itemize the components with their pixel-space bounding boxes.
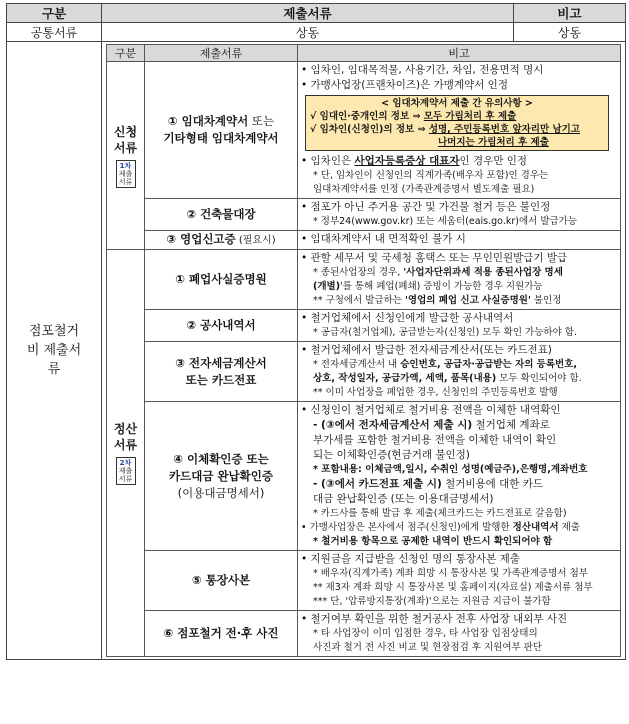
apply-category: 신청 서류 1차 제출 서류: [107, 62, 145, 250]
note-building-register: • 점포가 아닌 주거용 공간 및 가건물 철거 등은 불인정 * 정부24(www.gov.kr) 또는 세움터(eais.go.kr)에서 발급가능: [298, 199, 621, 231]
inner-header-documents: 제출서류: [145, 45, 298, 62]
doc-tax-invoice: ③ 전자세금계산서 또는 카드전표: [145, 342, 298, 402]
demolition-section-label: 점포철거비 제출서류: [7, 42, 102, 660]
lease-caution-box: < 임대차계약서 제출 간 유의사항 > √ 임대인·중개인의 정보 ⇒ 모두 가림처리 후 제출 √ 임차인(신청인)의 정보 ⇒ 성명, 주민등록번호 앞자리만 남기고 나머지는 가림처리 후 제출: [305, 95, 609, 151]
note-closure-certificate: • 관할 세무서 및 국세청 홈택스 또는 무인민원발급기 발급 * 종된사업장의 경우, '사업자단위과세 적용 종된사업장 명세 (개별)'를 통해 폐업(폐쇄) 증빙이 가능한 경우 지원가능 ** 구청에서 발급하는 '영업의 폐업 신고 사실증명원' 불인정: [298, 250, 621, 310]
apply-row-business-report: [107, 231, 621, 250]
inner-table-wrap: [102, 42, 626, 660]
common-docs-row: [7, 23, 626, 42]
doc-closure-certificate: ① 폐업사실증명원: [145, 250, 298, 310]
doc-transfer-certificate: ④ 이체확인증 또는 카드대금 완납확인증 (이용대금명세서): [145, 402, 298, 551]
first-submission-badge: 1차 제출 서류: [116, 160, 136, 188]
header-remarks: 비고: [514, 4, 626, 23]
second-submission-badge: 2차 제출 서류: [116, 457, 136, 485]
doc-before-after-photos: ⑥ 점포철거 전·후 사진: [145, 611, 298, 657]
note-lease-contract: • 임차인, 임대목적물, 사용기간, 차임, 전용면적 명시 • 가맹사업장(프랜차이즈)은 가맹계약서 인정 < 임대차계약서 제출 간 유의사항 > √ 임대인·중개인의 정보 ⇒ 모두 가림처리 후 제출 √ 임차인(신청인)의 정보 ⇒ 성명, 주민등록번호 앞자리만 남기고 나머지는 가림처리 후 제출 • 임차인은 사업자등록증상 대표자인 경우만 인정 * 단, 임차인이 신청인의 직계가족(배우자 포함)인 경우는 임대차계약서를 인정 (가족관계증명서 별도제출 필요): [298, 62, 621, 199]
settle-row-tax-invoice: [107, 342, 621, 402]
settle-row-bankbook: [107, 551, 621, 611]
settle-row-transfer-cert: [107, 402, 621, 551]
doc-business-report: ③ 영업신고증 (필요시): [145, 231, 298, 250]
note-business-report: • 임대차계약서 내 면적확인 불가 시: [298, 231, 621, 250]
common-docs-label: 공통서류: [7, 23, 102, 42]
inner-header-category: 구분: [107, 45, 145, 62]
note-bankbook-copy: • 지원금을 지급받을 신청인 명의 통장사본 제출 * 배우자(직계가족) 계좌 희망 시 통장사본 및 가족관계증명서 첨부 ** 제3자 계좌 희망 시 통장사본 및 홈페이지(자료실) 제출서류 첨부 *** 단, '압류방지통장(계좌)'으로는 지원금 지급이 불가함: [298, 551, 621, 611]
doc-building-register: ② 건축물대장: [145, 199, 298, 231]
outer-header-row: [7, 4, 626, 23]
doc-bankbook-copy: ⑤ 통장사본: [145, 551, 298, 611]
doc-work-statement: ② 공사내역서: [145, 310, 298, 342]
note-transfer-certificate: • 신청인이 철거업체로 철거비용 전액을 이체한 내역확인 - (③에서 전자세금계산서 제출 시) 철거업체 계좌로 부가세를 포함한 철거비용 전액을 이체한 내역이 확인 되는 이체확인증(현금거래 불인정) * 포함내용: 이체금액,일시, 수취인 성명(예금주),은행명,계좌번호 - (③에서 카드전표 제출 시) 철거비용에 대한 카드 대금 완납확인증 (또는 이용대금명세서) * 카드사를 통해 발급 후 제출(체크카드는 카드전표로 갈음함) • 가맹사업장은 본사에서 점주(신청인)에게 발행한 정산내역서 제출 * 철거비용 항목으로 공제한 내역이 반드시 확인되어야 함: [298, 402, 621, 551]
document-page: [6, 3, 625, 721]
note-work-statement: • 철거업체에서 신청인에게 발급한 공사내역서 * 공급자(철거업체), 공급받는자(신청인) 모두 확인 가능하야 함.: [298, 310, 621, 342]
inner-header-remarks: 비고: [298, 45, 621, 62]
inner-table: [106, 44, 621, 657]
header-documents: 제출서류: [102, 4, 514, 23]
outer-table: [6, 3, 626, 660]
settle-row-photos: [107, 611, 621, 657]
settle-category: 정산 서류 2차 제출 서류: [107, 250, 145, 657]
common-docs-value: 상동: [102, 23, 514, 42]
common-docs-note: 상동: [514, 23, 626, 42]
apply-row-lease: [107, 62, 621, 199]
note-tax-invoice: • 철거업체에서 발급한 전자세금계산서(또는 카드전표) * 전자세금계산서 내 승인번호, 공급자·공급받는 자의 등록번호, 상호, 작성일자, 공급가액, 세액, 품목(내용) 모두 확인되어야 함. ** 이미 사업장을 폐업한 경우, 신청인의 주민등록번호 발행: [298, 342, 621, 402]
settle-row-work-statement: [107, 310, 621, 342]
header-category: 구분: [7, 4, 102, 23]
doc-lease-contract: ① 임대차계약서 또는 기타형태 임대차계약서: [145, 62, 298, 199]
inner-header-row: [107, 45, 621, 62]
apply-row-building-register: [107, 199, 621, 231]
demolition-section-row: [7, 42, 626, 660]
note-before-after-photos: • 철거여부 확인을 위한 철거공사 전후 사업장 내외부 사진 * 타 사업장이 이미 입점한 경우, 타 사업장 입점상태의 사진과 철거 전 사진 비교 및 현장점검 후 지원여부 판단: [298, 611, 621, 657]
settle-row-closure-cert: [107, 250, 621, 310]
